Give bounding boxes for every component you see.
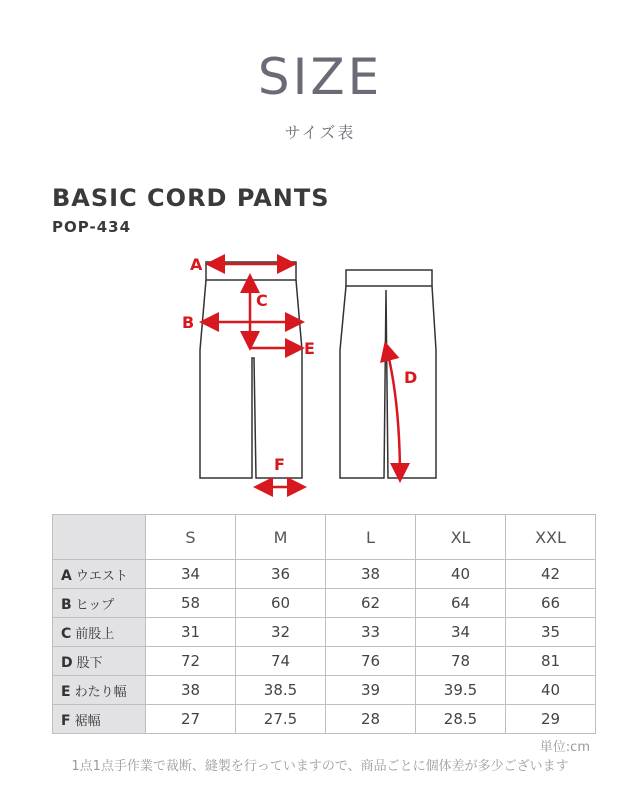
size-col-header: M [236,515,326,560]
size-table [52,514,596,734]
product-code: POP-434 [52,218,132,236]
row-letter: E [61,683,71,700]
table-cell: 39 [326,676,416,705]
table-cell: 42 [506,560,596,589]
table-cell: 78 [416,647,506,676]
table-cell: 81 [506,647,596,676]
size-header-row [53,515,596,560]
table-row [53,618,596,647]
table-cell: 36 [236,560,326,589]
row-label: わたり幅 [74,684,127,700]
label-c: C [256,291,268,310]
product-name: BASIC CORD PANTS [52,184,330,212]
table-cell: 60 [236,589,326,618]
table-cell: 40 [506,676,596,705]
page-subtitle: サイズ表 [284,123,356,142]
table-cell: 66 [506,589,596,618]
table-row [53,560,596,589]
table-cell: 38 [146,676,236,705]
back-pants-outline [340,270,436,478]
row-label: 裾幅 [74,713,101,729]
table-cell: 38.5 [236,676,326,705]
measurement-labels [182,255,417,474]
size-col-header: XL [416,515,506,560]
size-col-header: XXL [506,515,596,560]
table-cell: 40 [416,560,506,589]
table-row [53,676,596,705]
label-e: E [304,339,315,358]
size-col-header: L [326,515,416,560]
table-cell: 34 [416,618,506,647]
row-header [53,647,146,676]
table-cell: 27 [146,705,236,734]
table-cell: 27.5 [236,705,326,734]
row-letter: F [61,712,71,729]
row-label: 前股上 [75,626,115,642]
table-cell: 28.5 [416,705,506,734]
row-letter: A [61,567,72,584]
table-cell: 29 [506,705,596,734]
label-d: D [404,368,418,387]
table-cell: 38 [326,560,416,589]
row-label: ヒップ [75,597,115,613]
row-header [53,618,146,647]
table-cell: 64 [416,589,506,618]
table-row [53,705,596,734]
label-b: B [182,313,195,332]
page-title: SIZE [257,48,383,106]
table-cell: 58 [146,589,236,618]
row-label: ウエスト [75,568,128,584]
row-letter: C [61,625,72,642]
label-a: A [190,255,203,274]
label-f: F [274,455,285,474]
row-header [53,589,146,618]
table-cell: 39.5 [416,676,506,705]
table-cell: 35 [506,618,596,647]
table-cell: 28 [326,705,416,734]
table-cell: 74 [236,647,326,676]
row-letter: D [61,654,73,671]
row-header [53,560,146,589]
footer-note: 1点1点手作業で裁断、縫製を行っていますので、商品ごとに個体差が多少ございます [71,759,569,774]
pants-diagram-svg [170,250,470,500]
table-corner [53,515,146,560]
row-header [53,705,146,734]
table-cell: 33 [326,618,416,647]
pants-diagram [170,250,470,500]
row-header [53,676,146,705]
table-cell: 34 [146,560,236,589]
unit-label: 単位:cm [539,740,590,755]
table-cell: 62 [326,589,416,618]
table-cell: 72 [146,647,236,676]
table-row [53,647,596,676]
table-cell: 31 [146,618,236,647]
row-letter: B [61,596,72,613]
table-row [53,589,596,618]
size-col-header: S [146,515,236,560]
table-cell: 76 [326,647,416,676]
row-label: 股下 [76,655,103,671]
table-cell: 32 [236,618,326,647]
